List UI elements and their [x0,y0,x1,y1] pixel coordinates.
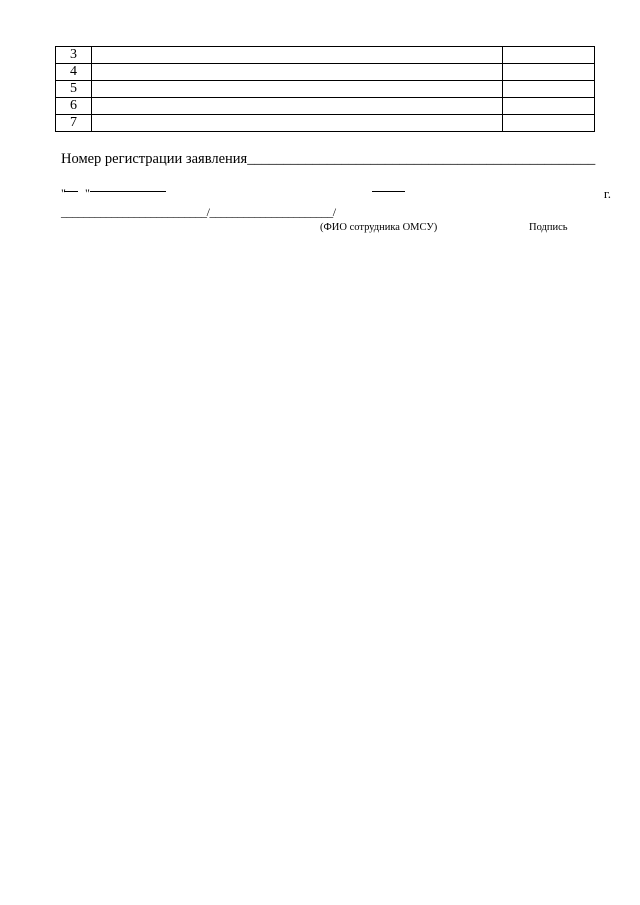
date-line [61,186,611,204]
row-number-cell: 5 [56,81,92,98]
date-day-blank [64,191,78,192]
row-text-cell [92,98,503,115]
year-suffix: г. [603,186,611,201]
table-row [56,98,595,115]
row-text-cell [92,115,503,132]
table-row [56,47,595,64]
date-month-blank [90,191,166,192]
signature-caption: Подпись [529,222,568,233]
fio-caption: (ФИО сотрудника ОМСУ) [320,222,438,233]
registration-blank: ________________________________________________ [247,151,596,167]
date-open-quote: " [61,186,66,200]
registration-number-line [61,151,595,168]
row-text-cell [92,47,503,64]
date-year-blank [372,191,405,192]
row-value-cell [503,98,595,115]
table-row [56,81,595,98]
signature-line: __________________________/______________________/ [61,205,336,219]
row-number-cell: 4 [56,64,92,81]
table-row [56,64,595,81]
row-number-cell: 7 [56,115,92,132]
items-table-body [56,47,595,132]
row-number-cell: 3 [56,47,92,64]
row-value-cell [503,64,595,81]
row-number-cell: 6 [56,98,92,115]
row-text-cell [92,81,503,98]
registration-label: Номер регистрации заявления [61,151,248,167]
date-close-quote: " [85,186,90,200]
row-value-cell [503,115,595,132]
items-table [55,46,595,132]
row-text-cell [92,64,503,81]
row-value-cell [503,81,595,98]
table-row [56,115,595,132]
row-value-cell [503,47,595,64]
